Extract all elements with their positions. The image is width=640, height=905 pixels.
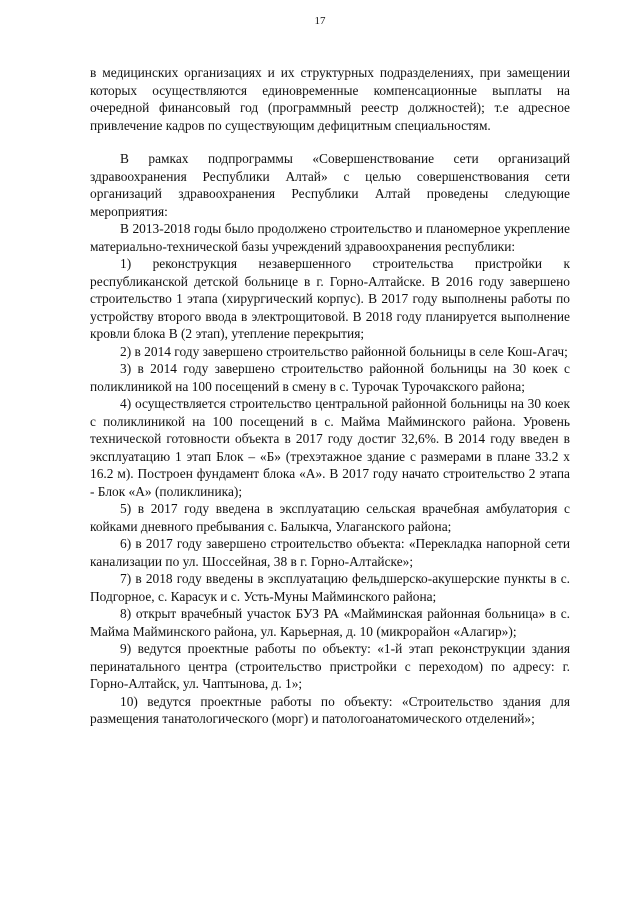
list-item-9: 9) ведутся проектные работы по объекту: «1-й этап реконструкции здания перинатального центра (строительство пристройки с переходом) по адресу: г. Горно-Алтайск, ул. Чаптынова, д. 1»; [90, 641, 570, 691]
paragraph-intro-continuation: в медицинских организациях и их структурных подразделениях, при замещении которых осуществляются единовременные компенсационные выплаты на очередной финансовый год (программный реестр должностей); т.е адресное привлечение кадров по существующим дефицитным специальностям. [90, 65, 570, 133]
list-item-2: 2) в 2014 году завершено строительство районной больницы в селе Кош-Агач; [120, 343, 568, 359]
list-item-7: 7) в 2018 году введены в эксплуатацию фельдшерско-акушерские пункты в с. Подгорное, с. Карасук и с. Усть-Муны Майминского района; [90, 571, 570, 604]
list-item-3: 3) в 2014 году завершено строительство районной больницы на 30 коек с поликлиникой на 100 посещений в смену в с. Турочак Турочакского района; [90, 361, 570, 394]
list-item-5: 5) в 2017 году введена в эксплуатацию сельская врачебная амбулатория с койками дневного пребывания с. Балыкча, Улаганского района; [90, 501, 570, 534]
list-item-4: 4) осуществляется строительство центральной районной больницы на 30 коек с поликлиникой на 100 посещений в с. Майма Майминского района. Уровень технической готовности объекта в 2017 году достиг 32,6%. В 2014 году введен в эксплуатацию 1 этап Блок – «Б» (трехэтажное здание с размерами в плане 33.2 х 16.2 м). Построен фундамент блока «А». В 2017 году начато строительство 2 этапа - Блок «А» (поликлиника); [90, 396, 570, 499]
list-item-10: 10) ведутся проектные работы по объекту: «Строительство здания для размещения танатологического (морг) и патологоанатомического отделений»; [90, 693, 570, 726]
list-item-1: 1) реконструкция незавершенного строительства пристройки к республиканской детской больнице в г. Горно-Алтайске. В 2016 году завершено строительство 1 этапа (хирургический корпус). В 2017 году выполнены работы по устройству второго ввода в электрощитовой. В 2018 году планируется выполнение кровли блока В (2 этап), утепление перекрытия; [90, 256, 570, 341]
document-body [90, 64, 570, 728]
page-number: 17 [314, 15, 326, 27]
paragraph-construction-summary: В 2013-2018 годы было продолжено строительство и планомерное укрепление материально-технической базы учреждений здравоохранения республики: [90, 221, 570, 254]
paragraph-subprogram: В рамках подпрограммы «Совершенствование сети организаций здравоохранения Республики Алтай» с целью совершенствования сети организаций здравоохранения Республики Алтай проведены следующие мероприятия: [90, 151, 570, 219]
list-item-6: 6) в 2017 году завершено строительство объекта: «Перекладка напорной сети канализации по ул. Шоссейная, 38 в г. Горно-Алтайске»; [90, 536, 570, 569]
list-item-8: 8) открыт врачебный участок БУЗ РА «Майминская районная больница» в с. Майма Майминского района, ул. Карьерная, д. 10 (микрорайон «Алагир»); [90, 606, 570, 639]
